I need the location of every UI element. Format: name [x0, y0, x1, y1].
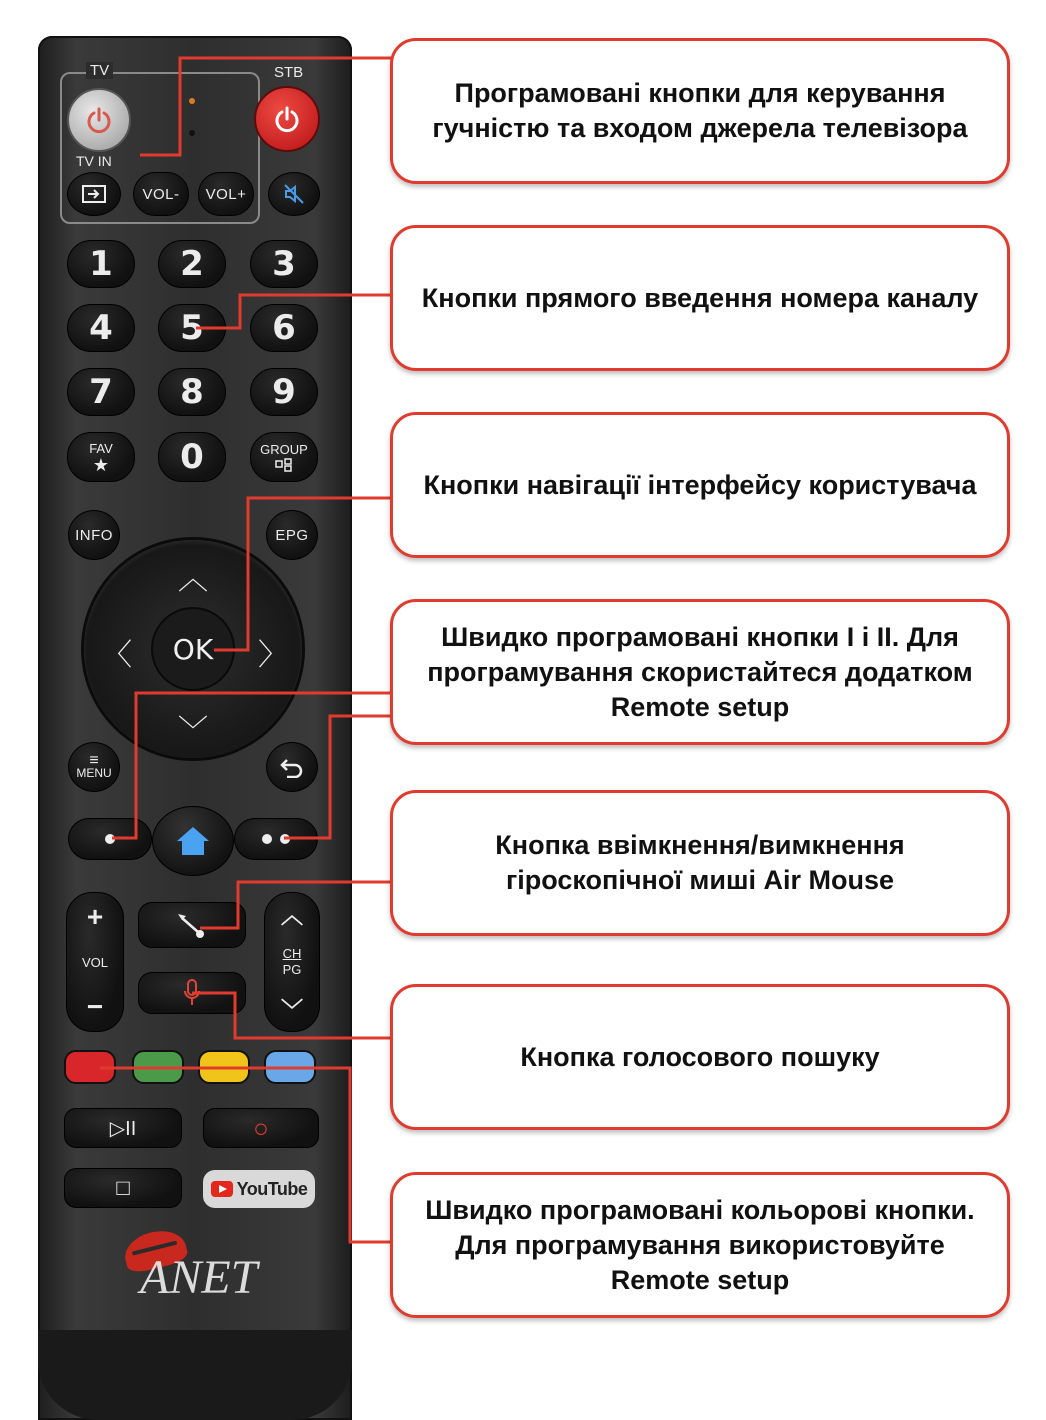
number-3-button[interactable]: 3 [250, 240, 318, 288]
mute-button[interactable] [268, 172, 320, 216]
callout-air-mouse: Кнопка ввімкнення/вимкнення гіроскопічної миші Air Mouse [390, 790, 1010, 936]
ch-label: CH [282, 946, 302, 961]
home-icon [174, 824, 212, 858]
number-0-button[interactable]: 0 [158, 432, 226, 482]
led-dark [189, 130, 195, 136]
info-button[interactable]: INFO [68, 510, 120, 560]
fav-label: FAV [89, 441, 113, 456]
play-pause-button[interactable]: ▷II [64, 1108, 182, 1148]
stop-button[interactable]: □ [64, 1168, 182, 1208]
green-button[interactable] [132, 1050, 184, 1084]
arrow-up-icon[interactable]: ︿ [178, 562, 208, 597]
brand-logo: ANET [140, 1251, 258, 1304]
tv-group-label: TV [86, 62, 113, 79]
volume-label: VOL [81, 954, 108, 970]
menu-label: MENU [76, 766, 112, 780]
tv-in-label: TV IN [76, 153, 112, 169]
back-button[interactable] [266, 742, 318, 792]
group-label: GROUP [260, 442, 308, 457]
air-mouse-button[interactable] [138, 902, 246, 948]
volume-down-icon[interactable]: − [86, 991, 104, 1022]
mute-icon [282, 182, 306, 206]
arrow-left-icon[interactable]: 〈 [102, 638, 132, 673]
record-button[interactable]: ○ [203, 1108, 319, 1148]
callout-color-buttons: Швидко програмовані кольорові кнопки. Для програмування використовуйте Remote setup [390, 1172, 1010, 1318]
number-5-button[interactable]: 5 [158, 304, 226, 352]
ok-button[interactable]: OK [153, 609, 233, 689]
number-8-button[interactable]: 8 [158, 368, 226, 416]
number-1-button[interactable]: 1 [67, 240, 135, 288]
volume-up-icon[interactable]: + [86, 901, 104, 932]
microphone-icon [182, 978, 202, 1008]
dot-icon [105, 834, 115, 844]
star-icon: ★ [92, 455, 110, 475]
voice-search-button[interactable] [138, 972, 246, 1014]
menu-icon: ≡ [89, 752, 99, 769]
number-4-button[interactable]: 4 [67, 304, 135, 352]
fav-button[interactable] [67, 432, 135, 482]
tv-power-button[interactable] [67, 88, 131, 152]
back-icon [279, 756, 305, 778]
number-2-button[interactable]: 2 [158, 240, 226, 288]
callout-navigation: Кнопки навігації інтерфейсу користувача [390, 412, 1010, 558]
callout-quick-buttons: Швидко програмовані кнопки I і II. Для програмування скористайтеся додатком Remote setup [390, 599, 1010, 745]
stb-label: STB [274, 64, 304, 81]
number-9-button[interactable]: 9 [250, 368, 318, 416]
red-button[interactable] [64, 1050, 116, 1084]
power-icon [272, 104, 302, 134]
quick-button-1[interactable] [68, 818, 152, 860]
quick-button-2[interactable] [234, 818, 318, 860]
menu-button[interactable] [68, 742, 120, 792]
power-icon [84, 105, 114, 135]
arrow-down-icon[interactable]: ﹀ [178, 714, 208, 749]
volume-rocker[interactable] [66, 892, 124, 1032]
arrow-right-icon[interactable]: 〉 [258, 638, 288, 673]
channel-rocker[interactable] [264, 892, 320, 1032]
channel-down-icon[interactable]: ﹀ [280, 998, 303, 1023]
channel-up-icon[interactable]: ︿ [280, 903, 303, 928]
air-mouse-icon [172, 910, 212, 940]
youtube-label: YouTube [236, 1178, 308, 1199]
remote-bottom [38, 1330, 352, 1420]
group-button[interactable] [250, 432, 318, 482]
callout-number-pad: Кнопки прямого введення номера каналу [390, 225, 1010, 371]
led-orange [189, 98, 195, 104]
epg-button[interactable]: EPG [266, 510, 318, 560]
group-icon [275, 458, 293, 472]
home-button[interactable] [152, 806, 234, 876]
youtube-play-icon [211, 1181, 233, 1197]
youtube-button[interactable] [203, 1170, 315, 1208]
input-source-icon [80, 183, 108, 205]
tv-input-button[interactable] [67, 172, 121, 216]
number-7-button[interactable]: 7 [67, 368, 135, 416]
callout-voice-search: Кнопка голосового пошуку [390, 984, 1010, 1130]
vol-plus-button[interactable]: VOL+ [198, 172, 254, 216]
blue-button[interactable] [264, 1050, 316, 1084]
double-dot-icon [262, 834, 290, 844]
ch-pg-label-group [283, 946, 302, 978]
yellow-button[interactable] [198, 1050, 250, 1084]
number-6-button[interactable]: 6 [250, 304, 318, 352]
stb-power-button[interactable] [254, 86, 320, 152]
pg-label: PG [282, 962, 302, 977]
vol-minus-button[interactable]: VOL- [133, 172, 189, 216]
callout-tv-control: Програмовані кнопки для керування гучністю та входом джерела телевізора [390, 38, 1010, 184]
